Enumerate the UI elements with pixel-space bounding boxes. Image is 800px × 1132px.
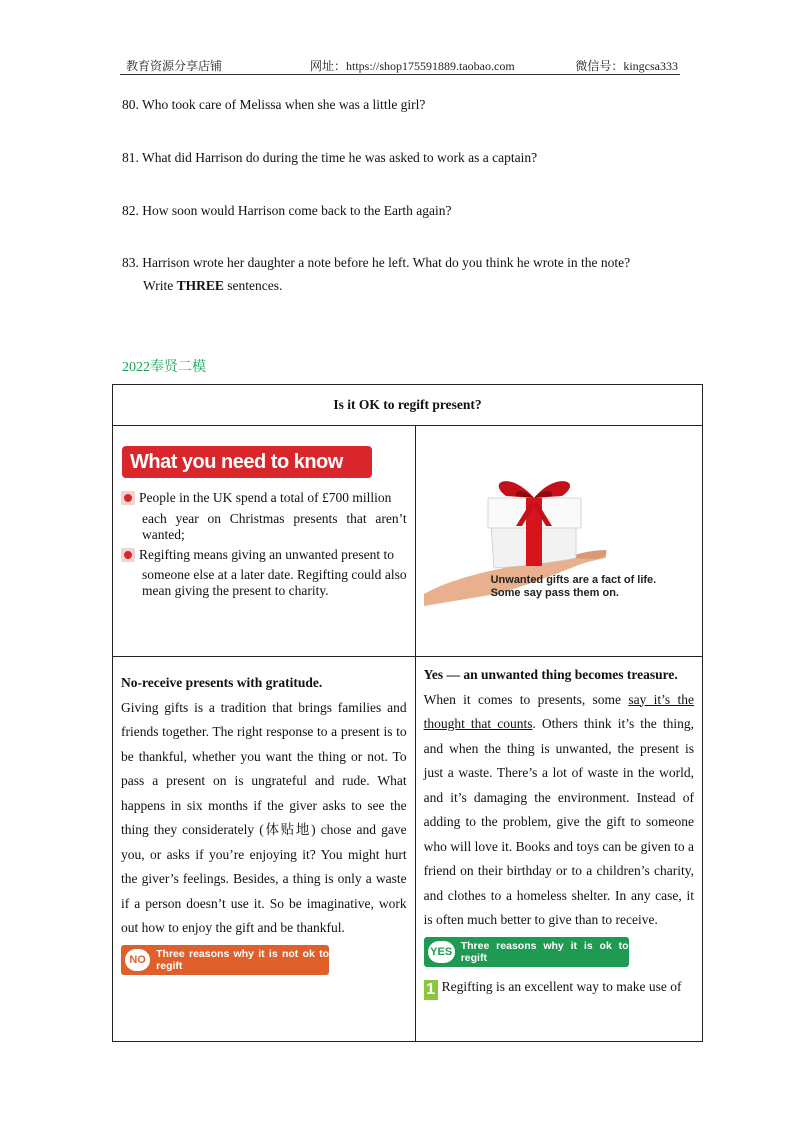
- bullet-2: [113, 543, 415, 568]
- header-wechat: 微信号：kingcsa333: [575, 59, 678, 73]
- gift-photo: [416, 426, 702, 656]
- bullet-1-continuation: each year on Christmas presents that aren’t wanted;: [142, 510, 407, 542]
- reason-number-1: 1: [424, 980, 438, 1000]
- bullet-2-continuation: someone else at a later date. Regifting could also mean giving the present to charity.: [142, 567, 407, 598]
- question-83-line2: Write THREE sentences.: [143, 278, 283, 293]
- bullet-dot-icon: [121, 548, 135, 562]
- no-badge-text: Three reasons why it is not ok to regift: [156, 947, 329, 972]
- no-column: [113, 657, 416, 1042]
- reading-table: [112, 384, 703, 1042]
- reason-1-text: Regifting is an excellent way to make use of: [441, 978, 682, 994]
- question-82: 82. How soon would Harrison come back to the Earth again?: [122, 203, 452, 218]
- header-shop-name: 教育资源分享店铺: [126, 59, 223, 73]
- yes-body: When it comes to presents, some say it’s the thought that counts. Others think it’s the thing, and when the thing is unwanted, the present is just a waste. There’s a lot of waste in the world, and it’s damaging the environment. Instead of adding to the problem, give the gift to someone who will love it. Books and toys can be given to a friend on their birthday or to a children’s charity, and clothes to a homeless shelter. In any case, it is often much better to give than to receive.: [423, 691, 694, 927]
- section-title: 2022奉贤二模: [122, 360, 206, 375]
- page-header: [120, 56, 680, 75]
- yes-reasons-badge: [424, 937, 629, 967]
- question-83: [122, 251, 682, 297]
- bullet-dot-icon: [121, 491, 135, 505]
- question-83-line1: 83. Harrison wrote her daughter a note before he left. What do you think he wrote in the note?: [122, 255, 631, 270]
- yes-column: [415, 657, 702, 1042]
- gift-image-cell: [415, 426, 702, 657]
- bullet-1: [113, 486, 415, 511]
- yes-badge-text: Three reasons why it is ok to regift: [460, 939, 629, 964]
- yes-heading: Yes — an unwanted thing becomes treasure.: [423, 667, 678, 682]
- question-81: 81. What did Harrison do during the time he was asked to work as a captain?: [122, 150, 538, 165]
- bullet-2-text: Regifting means giving an unwanted present to: [139, 546, 394, 562]
- what-you-need-to-know-banner: What you need to know: [122, 446, 372, 478]
- gift-caption: Unwanted gifts are a fact of life. Some say pass them on.: [490, 574, 657, 599]
- no-pill: NO: [125, 949, 150, 971]
- bullet-1-text: People in the UK spend a total of £700 million: [139, 490, 392, 505]
- no-reasons-badge: [121, 945, 329, 975]
- no-heading: No-receive presents with gratitude.: [121, 675, 323, 690]
- yes-pill: YES: [428, 941, 455, 963]
- reason-1: [424, 975, 694, 1000]
- question-80: 80. Who took care of Melissa when she was a little girl?: [122, 97, 426, 112]
- header-url[interactable]: 网址：https://shop175591889.taobao.com: [310, 59, 515, 73]
- know-cell: [113, 426, 416, 657]
- table-title: Is it OK to regift present?: [113, 385, 703, 426]
- no-body: Giving gifts is a tradition that brings families and friends together. The right response to a present is to be thankful, whether you want the thing or not. To pass a present on is ungrateful and rude. What happens in six months if the giver asks to see the thing they considerately (体贴地) chose and gave you, or asks if you’re enjoying it? You might hurt the giver’s feelings. Besides, a thing is only a waste if a person doesn’t use it. So be imaginative, work out how to enjoy the gift and be thankful.: [121, 699, 407, 935]
